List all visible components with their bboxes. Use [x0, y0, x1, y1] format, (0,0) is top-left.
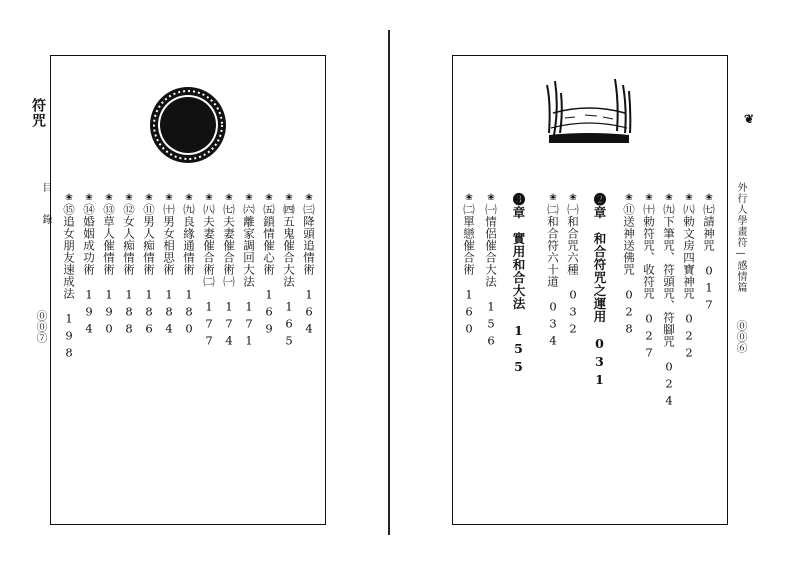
bullet-icon: ❀: [664, 193, 674, 204]
toc-entry-title: ㈣五鬼催合大法: [282, 203, 296, 288]
bullet-icon: ❀: [104, 193, 114, 204]
bullet-icon: ❀: [84, 193, 94, 204]
chapter-number-icon: ❸: [511, 193, 526, 206]
toc-entry-page: 160: [462, 287, 476, 339]
toc-entry[interactable]: [484, 193, 497, 351]
toc-entry-title: ㈠和合咒六種: [566, 203, 580, 276]
toc-entry-title: ㈥離家調回大法: [242, 203, 256, 288]
toc-entry-page: 180: [182, 287, 196, 339]
toc-entry-title: ㈢降頭追情術: [302, 203, 316, 276]
running-head: 外行人學畫符—感情篇: [735, 182, 746, 293]
toc-entry-page: 028: [622, 287, 636, 339]
toc-entry-page: 198: [62, 311, 76, 363]
toc-entry[interactable]: [162, 193, 175, 339]
toc-entry-title: ㈧夫妻催合術㈡: [202, 203, 216, 288]
toc-entry-title: ㈨下筆咒、符頭咒、符腳咒: [662, 203, 676, 348]
chapter-page: 031: [592, 336, 607, 390]
toc-entry-title: ㈡單戀催合術: [462, 203, 476, 276]
bullet-icon: ❀: [486, 193, 496, 204]
bullet-icon: ❀: [644, 193, 654, 204]
toc-entry-page: 017: [702, 263, 716, 315]
bullet-icon: ❀: [284, 193, 294, 204]
toc-entry[interactable]: [622, 193, 635, 339]
toc-entry-page: 024: [662, 359, 676, 411]
bullet-icon: ❀: [624, 193, 634, 204]
toc-entry[interactable]: [82, 193, 95, 339]
toc-entry[interactable]: [262, 193, 275, 339]
toc-entry-page: 190: [102, 287, 116, 339]
toc-entry[interactable]: [462, 193, 475, 339]
bullet-icon: ❀: [144, 193, 154, 204]
toc-entry-title: ⑫女人痴情術: [122, 203, 136, 276]
bullet-icon: ❀: [464, 193, 474, 204]
left-toc-title: 目錄: [40, 182, 51, 246]
toc-entry-title: ㈤鎖情催心術: [262, 203, 276, 276]
toc-entry-page: 027: [642, 311, 656, 363]
bullet-icon: ❀: [124, 193, 134, 204]
bullet-icon: ❀: [304, 193, 314, 204]
bullet-icon: ❀: [568, 193, 578, 204]
toc-entry-page: 177: [202, 299, 216, 351]
toc-entry-title: ⑮追女朋友速成法: [62, 203, 76, 300]
toc-entry[interactable]: [62, 193, 75, 363]
right-page-number: ⓪⓪⑥: [735, 320, 748, 353]
toc-entry-title: ㈩男女相思術: [162, 203, 176, 276]
toc-entry-title: ⑬草人催情術: [102, 203, 116, 276]
toc-entry-page: 188: [122, 287, 136, 339]
bullet-icon: ❀: [548, 193, 558, 204]
toc-entry-page: 164: [302, 287, 316, 339]
toc-entry-title: ㈨良緣通情術: [182, 203, 196, 276]
bullet-icon: ❀: [164, 193, 174, 204]
toc-entry[interactable]: [222, 193, 235, 351]
toc-entry[interactable]: [202, 193, 215, 351]
toc-entry[interactable]: [642, 193, 655, 363]
bullet-icon: ❀: [64, 193, 74, 204]
toc-entry[interactable]: [682, 193, 695, 363]
chapter-heading[interactable]: [512, 193, 525, 377]
toc-entry[interactable]: [566, 193, 579, 339]
chapter-number-icon: ❷: [592, 193, 607, 206]
toc-entry-page: 156: [484, 299, 498, 351]
bullet-icon: ❀: [244, 193, 254, 204]
toc-entry[interactable]: [282, 193, 295, 351]
toc-entry-page: 169: [262, 287, 276, 339]
toc-entry-page: 186: [142, 287, 156, 339]
left-page-number: ⓪⓪⑦: [35, 310, 48, 343]
chapter-page: 155: [511, 323, 526, 377]
toc-entry[interactable]: [662, 193, 675, 411]
chapter-label: 章: [592, 206, 607, 219]
bullet-icon: ❀: [264, 193, 274, 204]
toc-entry-title: ⑭婚姻成功術: [82, 203, 96, 276]
bullet-icon: ❀: [204, 193, 214, 204]
bullet-icon: ❀: [704, 193, 714, 204]
toc-entry[interactable]: [122, 193, 135, 339]
right-side-mark: ❦: [742, 112, 756, 127]
toc-entry-title: ㈦夫妻催合術㈠: [222, 203, 236, 288]
toc-entry[interactable]: [142, 193, 155, 339]
toc-entry-page: 184: [162, 287, 176, 339]
landscape-illustration: [545, 73, 633, 143]
toc-entry[interactable]: [546, 193, 559, 351]
toc-entry-page: 022: [682, 311, 696, 363]
toc-entry-page: 032: [566, 287, 580, 339]
toc-entry-page: 194: [82, 287, 96, 339]
bullet-icon: ❀: [684, 193, 694, 204]
toc-entry[interactable]: [102, 193, 115, 339]
toc-entry-title: ⑪男人痴情術: [142, 203, 156, 276]
toc-entry-page: 171: [242, 299, 256, 351]
bullet-icon: ❀: [184, 193, 194, 204]
toc-entry[interactable]: [242, 193, 255, 351]
book-spine: [388, 30, 390, 535]
bullet-icon: ❀: [224, 193, 234, 204]
emblem-medallion: [148, 85, 228, 165]
toc-entry-title: ㈦請神咒: [702, 203, 716, 252]
toc-entry[interactable]: [182, 193, 195, 339]
chapter-heading[interactable]: [593, 193, 606, 390]
chapter-label: 章: [511, 206, 526, 219]
left-side-mark: 符咒: [30, 98, 46, 128]
toc-entry[interactable]: [302, 193, 315, 339]
toc-entry-page: 165: [282, 299, 296, 351]
chapter-title: 和合符咒之運用: [592, 232, 607, 323]
toc-entry-title: ㈠情侶催合大法: [484, 203, 498, 288]
toc-entry-title: ㈩勅符咒、收符咒: [642, 203, 656, 300]
toc-entry-title: ㈡和合符六十道: [546, 203, 560, 288]
toc-entry[interactable]: [702, 193, 715, 315]
toc-entry-page: 034: [546, 299, 560, 351]
toc-entry-title: ⑪送神送佛咒: [622, 203, 636, 276]
chapter-title: 實用和合大法: [511, 232, 526, 310]
toc-entry-page: 174: [222, 299, 236, 351]
toc-entry-title: ㈧勅文房四寶神咒: [682, 203, 696, 300]
